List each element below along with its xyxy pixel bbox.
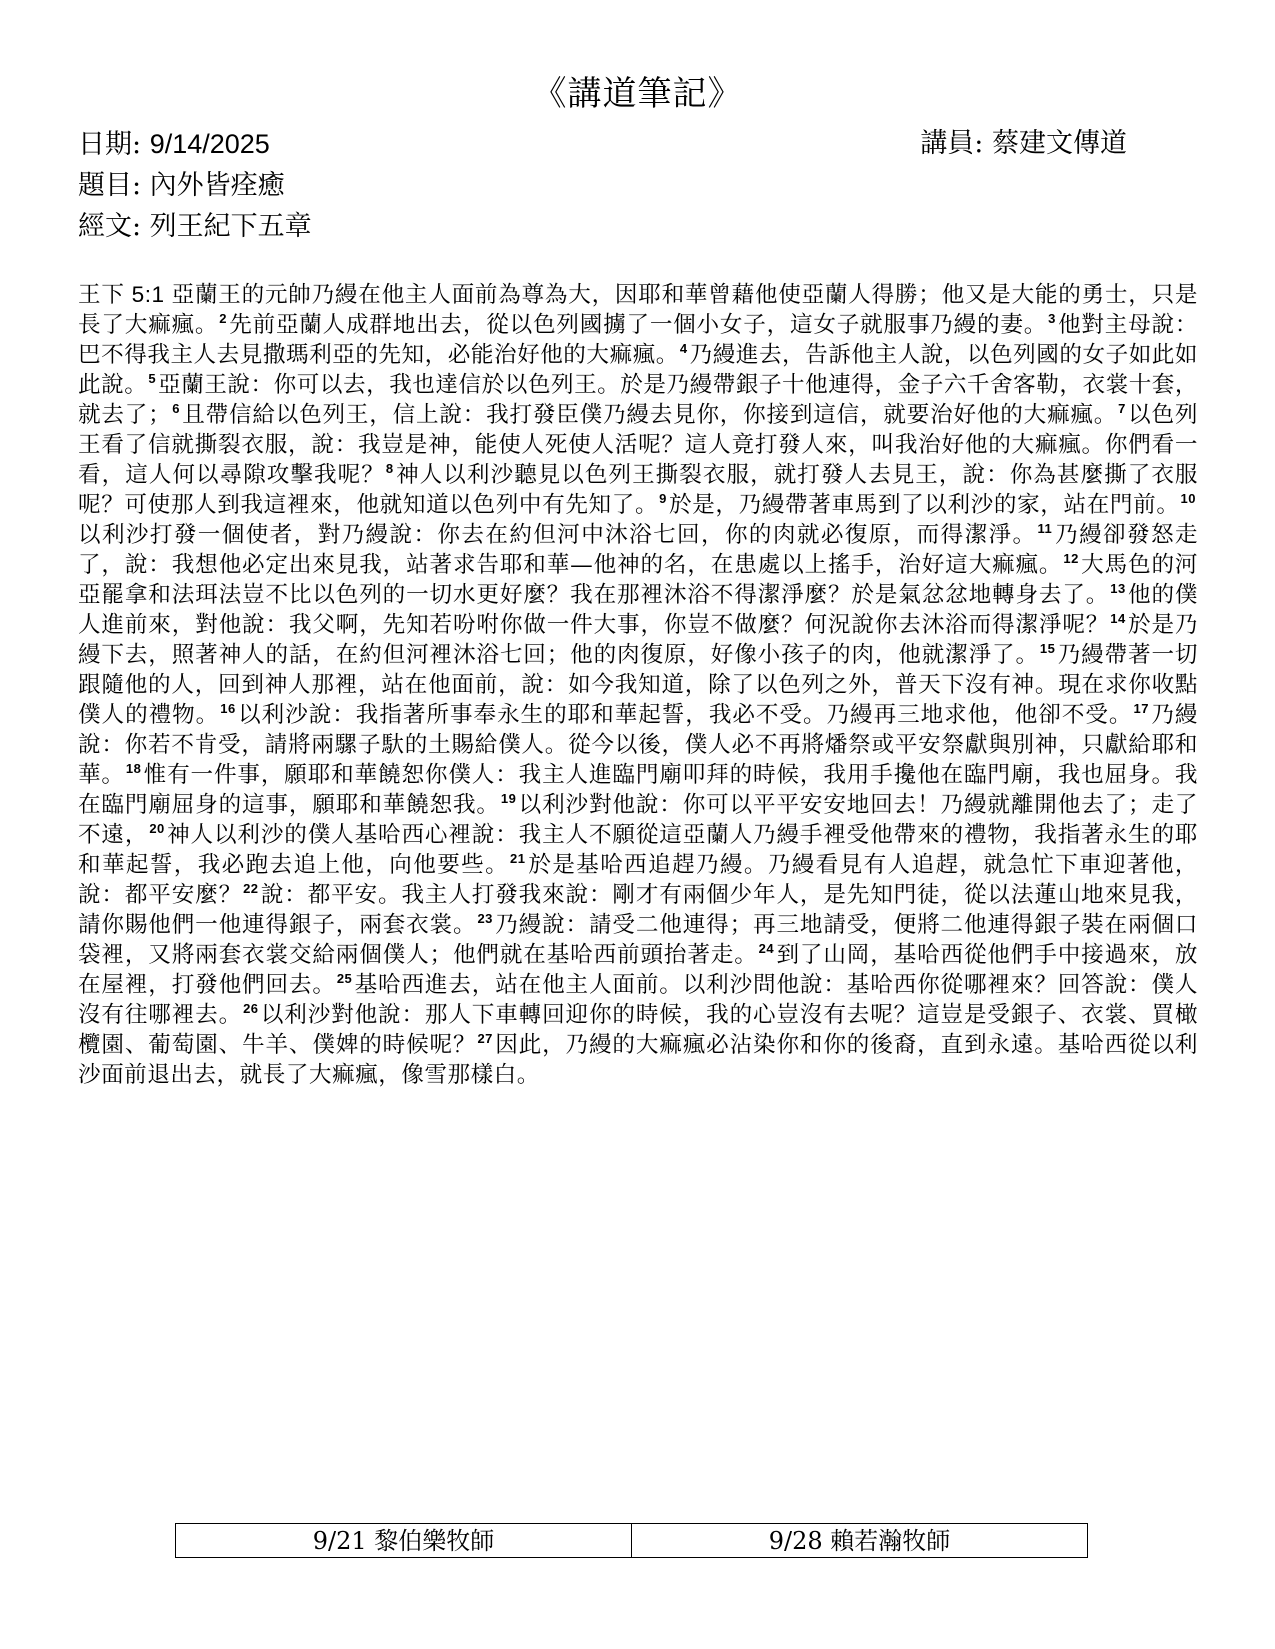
verse-number: 23 bbox=[477, 911, 493, 927]
speaker-name: 講員: 蔡建文傳道 bbox=[920, 128, 1127, 159]
verse-text: 惟有一件事，願耶和華饒恕你僕人：我主人進臨門廟叩拜的時候，我用手攙他在臨門廟，我也屈身。我在臨門廟屈身的這事，願耶和華饒恕我。 bbox=[78, 762, 1199, 818]
verse-text: 乃縵進去，告訴他主人說，以色列國的女子如此如此說。 bbox=[78, 342, 1199, 398]
verse-number: 16 bbox=[220, 701, 236, 717]
verse-number: 5 bbox=[148, 371, 157, 387]
date-label: 日期: bbox=[78, 129, 150, 160]
verse-text: 以利沙對他說：你可以平平安安地回去！乃縵就離開他去了；走了不遠， bbox=[78, 792, 1199, 848]
verse-text: 且帶信給以色列王，信上說：我打發臣僕乃縵去見你，你接到這信，就要治好他的大痲瘋。 bbox=[181, 402, 1118, 428]
verse-text: 以色列王看了信就撕裂衣服，說：我豈是神，能使人死使人活呢？這人竟打發人來，叫我治好他的大痲瘋。你們看一看，這人何以尋隙攻擊我呢？ bbox=[78, 402, 1199, 488]
verse-text: 基哈西進去，站在他主人面前。以利沙問他說：基哈西你從哪裡來？回答說：僕人沒有往哪裡去。 bbox=[78, 972, 1199, 1028]
verse-number: 19 bbox=[500, 791, 517, 807]
verse-number: 24 bbox=[758, 941, 775, 957]
verse-text: 先前亞蘭人成群地出去，從以色列國擄了一個小女子，這女子就服事乃縵的妻。 bbox=[228, 312, 1048, 338]
sermon-date bbox=[78, 126, 270, 163]
verse-number: 21 bbox=[510, 851, 526, 867]
schedule-cell: 9/28 賴若瀚牧師 bbox=[632, 1524, 1088, 1558]
verse-number: 25 bbox=[336, 971, 353, 987]
verse-text: 乃縵說：請受二他連得；再三地請受，便將二他連得銀子裝在兩個口袋裡，又將兩套衣裳交給兩個僕人；他們就在基哈西前頭抬著走。 bbox=[78, 912, 1199, 968]
verse-text: 乃縵帶著一切跟隨他的人，回到神人那裡，站在他面前，說：如今我知道，除了以色列之外，普天下沒有神。現在求你收點僕人的禮物。 bbox=[78, 642, 1199, 728]
verse-text: 因此，乃縵的大痲瘋必沾染你和你的後裔，直到永遠。基哈西從以利沙面前退出去，就長了大痲瘋，像雪那樣白。 bbox=[78, 1032, 1199, 1088]
verse-number: 4 bbox=[679, 341, 688, 357]
scripture-passage bbox=[78, 280, 1198, 1090]
verse-number: 8 bbox=[385, 461, 394, 477]
verse-number: 14 bbox=[1110, 611, 1126, 627]
date-value: 9/14/2025 bbox=[149, 129, 270, 159]
verse-text: 乃縵卻發怒走了，說：我想他必定出來見我，站著求告耶和華—他神的名，在患處以上搖手，治好這大痲瘋。 bbox=[78, 522, 1199, 578]
verse-text: 他的僕人進前來，對他說：我父啊，先知若吩咐你做一件大事，你豈不做麼？何況說你去沐浴而得潔淨呢？ bbox=[78, 582, 1199, 638]
verse-text: 以利沙打發一個使者，對乃縵說：你去在約但河中沐浴七回，你的肉就必復原，而得潔淨。 bbox=[78, 522, 1037, 548]
verse-text: 神人以利沙聽見以色列王撕裂衣服，就打發人去見王，說：你為甚麼撕了衣服呢？可使那人到我這裡來，他就知道以色列中有先知了。 bbox=[78, 462, 1199, 518]
verse-text: 於是，乃縵帶著車馬到了以利沙的家，站在門前。 bbox=[668, 492, 1180, 518]
verse-number: 27 bbox=[477, 1031, 493, 1047]
verse-number: 12 bbox=[1063, 551, 1079, 567]
passage-reference: 王下 5:1 bbox=[78, 282, 172, 307]
verse-number: 20 bbox=[149, 821, 165, 837]
page-title: 《講道筆記》 bbox=[532, 74, 743, 114]
verse-text: 以利沙說：我指著所事奉永生的耶和華起誓，我必不受。乃縵再三地求他，他卻不受。 bbox=[237, 702, 1133, 728]
schedule-row bbox=[176, 1524, 1088, 1558]
verse-number: 7 bbox=[1118, 401, 1126, 417]
verse-text: 說：都平安。我主人打發我來說：剛才有兩個少年人，是先知門徒，從以法蓮山地來見我，請你賜他們一他連得銀子，兩套衣裳。 bbox=[78, 882, 1199, 938]
verse-text: 亞蘭王說：你可以去，我也達信於以色列王。於是乃縵帶銀子十他連得，金子六千舍客勒，衣裳十套，就去了； bbox=[78, 372, 1199, 428]
verse-number: 10 bbox=[1180, 491, 1197, 507]
verse-number: 9 bbox=[659, 491, 667, 507]
verse-number: 11 bbox=[1037, 521, 1053, 537]
schedule-cell: 9/21 黎伯樂牧師 bbox=[176, 1524, 632, 1558]
verse-number: 22 bbox=[243, 881, 259, 897]
verse-text: 大馬色的河亞罷拿和法珥法豈不比以色列的一切水更好麼？我在那裡沐浴不得潔淨麼？於是氣忿忿地轉身去了。 bbox=[78, 552, 1199, 608]
verse-number: 18 bbox=[125, 761, 142, 777]
upcoming-speakers-table bbox=[175, 1523, 1088, 1558]
sermon-scripture: 經文: 列王紀下五章 bbox=[78, 211, 312, 242]
verse-number: 3 bbox=[1048, 311, 1056, 327]
verse-text: 神人以利沙的僕人基哈西心裡說：我主人不願從這亞蘭人乃縵手裡受他帶來的禮物，我指著永生的耶和華起誓，我必跑去追上他，向他要些。 bbox=[78, 822, 1199, 878]
verse-text: 於是基哈西追趕乃縵。乃縵看見有人追趕，就急忙下車迎著他，說：都平安麼？ bbox=[78, 852, 1199, 908]
verse-number: 26 bbox=[243, 1001, 259, 1017]
verse-text: 亞蘭王的元帥乃縵在他主人面前為尊為大，因耶和華曾藉他使亞蘭人得勝；他又是大能的勇士，只是長了大痲瘋。 bbox=[78, 282, 1198, 338]
verse-text: 到了山岡，基哈西從他們手中接過來，放在屋裡，打發他們回去。 bbox=[78, 942, 1199, 998]
verse-text: 乃縵說：你若不肯受，請將兩騾子馱的土賜給僕人。從今以後，僕人必不再將燔祭或平安祭獻與別神，只獻給耶和華。 bbox=[78, 702, 1199, 788]
verse-text: 他對主母說：巴不得我主人去見撒瑪利亞的先知，必能治好他的大痲瘋。 bbox=[78, 312, 1198, 368]
sermon-topic: 題目: 內外皆痊癒 bbox=[78, 170, 285, 201]
verse-number: 2 bbox=[219, 311, 227, 327]
verse-number: 15 bbox=[1039, 641, 1056, 657]
verse-number: 6 bbox=[172, 401, 180, 417]
verse-text: 以利沙對他說：那人下車轉回迎你的時候，我的心豈沒有去呢？這豈是受銀子、衣裳、買橄欖園、葡萄園、牛羊、僕婢的時候呢？ bbox=[78, 1002, 1199, 1058]
verse-number: 17 bbox=[1133, 701, 1149, 717]
verse-number: 13 bbox=[1110, 581, 1126, 597]
verse-text: 於是乃縵下去，照著神人的話，在約但河裡沐浴七回；他的肉復原，好像小孩子的肉，他就潔淨了。 bbox=[78, 612, 1199, 668]
